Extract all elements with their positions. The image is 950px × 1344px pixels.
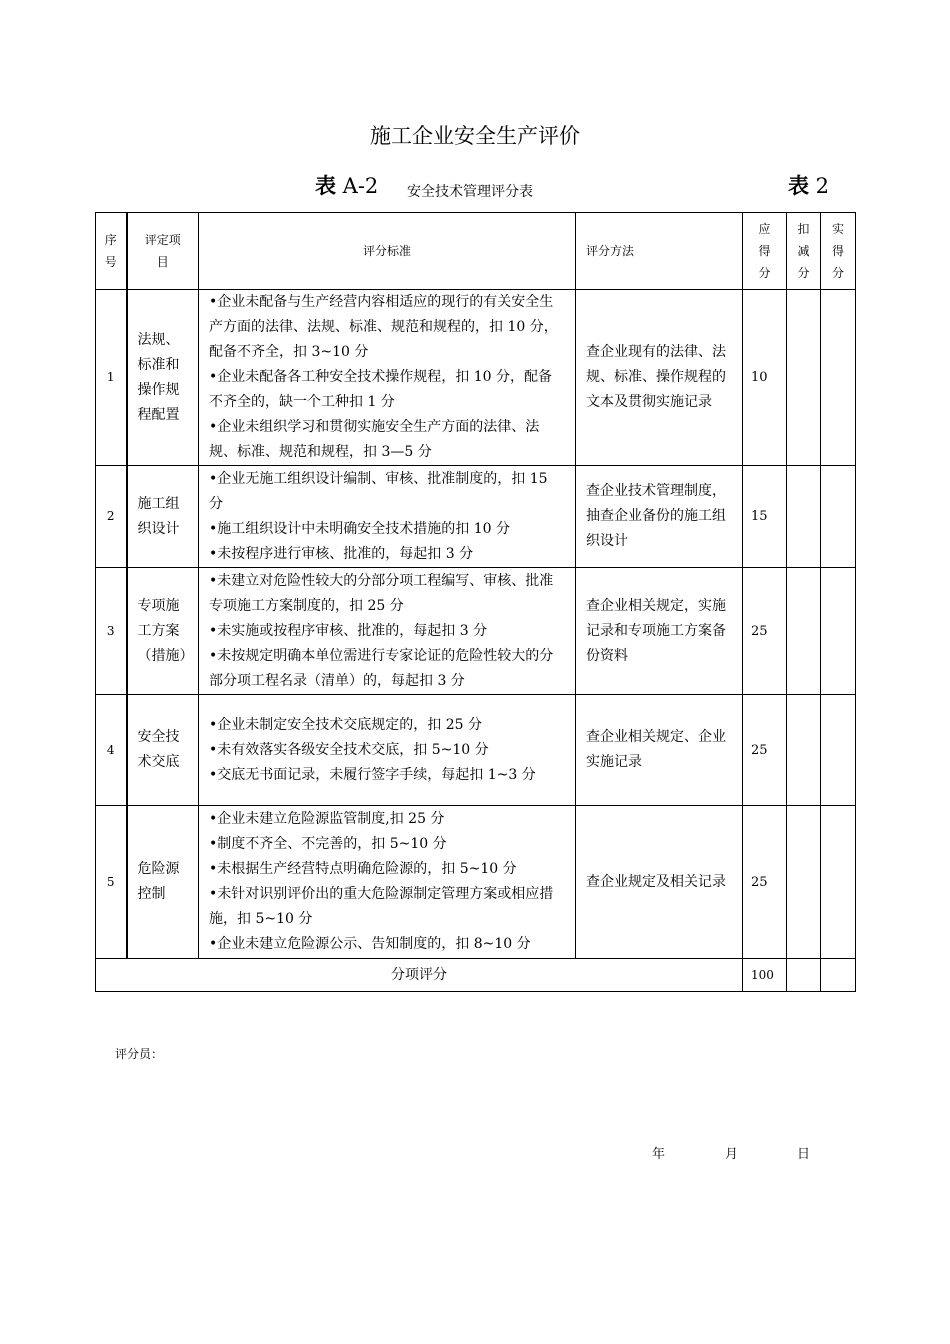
row-item: 危险源控制 bbox=[127, 806, 199, 959]
table-row bbox=[96, 695, 856, 806]
standard-line: •未实施或按程序审核、批准的，每起扣 3 分 bbox=[209, 622, 488, 639]
total-actual-score[interactable] bbox=[821, 959, 856, 992]
row-seq: 3 bbox=[96, 568, 127, 695]
total-label: 分项评分 bbox=[96, 959, 743, 992]
table-row bbox=[96, 568, 856, 695]
standard-line: •制度不齐全、不完善的，扣 5~10 分 bbox=[209, 836, 447, 852]
standard-line: •交底无书面记录，未履行签字手续，每起扣 1~3 分 bbox=[209, 766, 536, 783]
row-seq: 5 bbox=[96, 806, 127, 959]
row-method: 查企业相关规定、企业实施记录 bbox=[576, 695, 743, 806]
evaluation-table bbox=[95, 212, 856, 992]
row-due-score: 25 bbox=[743, 568, 787, 695]
row-due-score: 25 bbox=[743, 806, 787, 959]
table-number bbox=[315, 170, 378, 200]
table-row bbox=[96, 466, 856, 568]
standard-line: •企业未建立危险源公示、告知制度的，扣 8~10 分 bbox=[209, 936, 531, 952]
date-year-label: 年 bbox=[652, 1147, 666, 1162]
document-title: 施工企业安全生产评价 bbox=[370, 124, 580, 148]
header-row bbox=[96, 213, 856, 290]
row-item: 专项施工方案（措施） bbox=[127, 568, 199, 695]
row-item: 安全技术交底 bbox=[127, 695, 199, 806]
row-deduct-score[interactable] bbox=[787, 290, 821, 466]
standard-line: •未根据生产经营特点明确危险源的，扣 5~10 分 bbox=[209, 861, 517, 877]
standard-line: •未有效落实各级安全技术交底，扣 5~10 分 bbox=[209, 741, 489, 758]
row-due-score: 25 bbox=[743, 695, 787, 806]
row-standard bbox=[199, 466, 576, 568]
table-row bbox=[96, 290, 856, 466]
row-actual-score[interactable] bbox=[821, 695, 856, 806]
date-month-label: 月 bbox=[725, 1147, 739, 1162]
standard-line: •企业无施工组织设计编制、审核、批准制度的，扣 15 分 bbox=[209, 470, 548, 512]
row-actual-score[interactable] bbox=[821, 290, 856, 466]
standard-line: •企业未建立危险源监管制度,扣 25 分 bbox=[209, 811, 445, 827]
total-row bbox=[96, 959, 856, 992]
header-standard: 评分标准 bbox=[199, 213, 576, 290]
standard-line: •未建立对危险性较大的分部分项工程编写、审核、批准专项施工方案制度的，扣 25 分 bbox=[209, 572, 554, 614]
row-standard bbox=[199, 695, 576, 806]
standard-line: •企业未组织学习和贯彻实施安全生产方面的法律、法规、标准、规范和规程，扣 3—5 分 bbox=[209, 419, 540, 460]
total-deduct-score[interactable] bbox=[787, 959, 821, 992]
table-row bbox=[96, 806, 856, 959]
row-deduct-score[interactable] bbox=[787, 568, 821, 695]
header-seq: 序号 bbox=[96, 213, 127, 290]
header-due-score: 应得分 bbox=[743, 213, 787, 290]
table-index-number: 2 bbox=[809, 174, 830, 198]
row-item: 施工组织设计 bbox=[127, 466, 199, 568]
header-actual-score: 实得分 bbox=[821, 213, 856, 290]
standard-line: •企业未配备各工种安全技术操作规程，扣 10 分，配备不齐全的，缺一个工种扣 1 分 bbox=[209, 369, 552, 410]
row-method: 查企业相关规定，实施记录和专项施工方案备份资料 bbox=[576, 568, 743, 695]
row-method: 查企业现有的法律、法规、标准、操作规程的文本及贯彻实施记录 bbox=[576, 290, 743, 466]
total-due-score: 100 bbox=[743, 959, 787, 992]
standard-line: •未按规定明确本单位需进行专家论证的危险性较大的分部分项工程名录（清单）的，每起扣 3 分 bbox=[209, 647, 554, 689]
row-method: 查企业技术管理制度，抽查企业备份的施工组织设计 bbox=[576, 466, 743, 568]
row-actual-score[interactable] bbox=[821, 806, 856, 959]
row-method: 查企业规定及相关记录 bbox=[576, 806, 743, 959]
row-standard bbox=[199, 568, 576, 695]
standard-line: •企业未配备与生产经营内容相适应的现行的有关安全生产方面的法律、法规、标准、规范和规程的，扣 10 分，配备不齐全，扣 3~10 分 bbox=[209, 294, 558, 360]
row-actual-score[interactable] bbox=[821, 568, 856, 695]
standard-line: •未针对识别评价出的重大危险源制定管理方案或相应措施，扣 5~10 分 bbox=[209, 886, 554, 927]
row-actual-score[interactable] bbox=[821, 466, 856, 568]
row-standard bbox=[199, 290, 576, 466]
row-deduct-score[interactable] bbox=[787, 466, 821, 568]
standard-line: •未按程序进行审核、批准的，每起扣 3 分 bbox=[209, 545, 474, 562]
row-seq: 2 bbox=[96, 466, 127, 568]
standard-line: •企业未制定安全技术交底规定的，扣 25 分 bbox=[209, 716, 482, 733]
date-day-label: 日 bbox=[797, 1147, 811, 1162]
table-number-code: A-2 bbox=[336, 174, 379, 198]
row-item: 法规、标准和操作规程配置 bbox=[127, 290, 199, 466]
row-due-score: 15 bbox=[743, 466, 787, 568]
row-deduct-score[interactable] bbox=[787, 806, 821, 959]
table-index-bold: 表 bbox=[788, 173, 809, 198]
row-deduct-score[interactable] bbox=[787, 695, 821, 806]
row-standard bbox=[199, 806, 576, 959]
table-name: 安全技术管理评分表 bbox=[407, 184, 533, 200]
row-seq: 1 bbox=[96, 290, 127, 466]
header-deduct-score: 扣减分 bbox=[787, 213, 821, 290]
header-method: 评分方法 bbox=[576, 213, 743, 290]
table-number-bold: 表 bbox=[315, 173, 336, 198]
row-seq: 4 bbox=[96, 695, 127, 806]
row-due-score: 10 bbox=[743, 290, 787, 466]
table-index bbox=[788, 170, 829, 200]
header-item: 评定项目 bbox=[127, 213, 199, 290]
scorer-label: 评分员： bbox=[115, 1047, 164, 1061]
standard-line: •施工组织设计中未明确安全技术措施的扣 10 分 bbox=[209, 520, 510, 537]
